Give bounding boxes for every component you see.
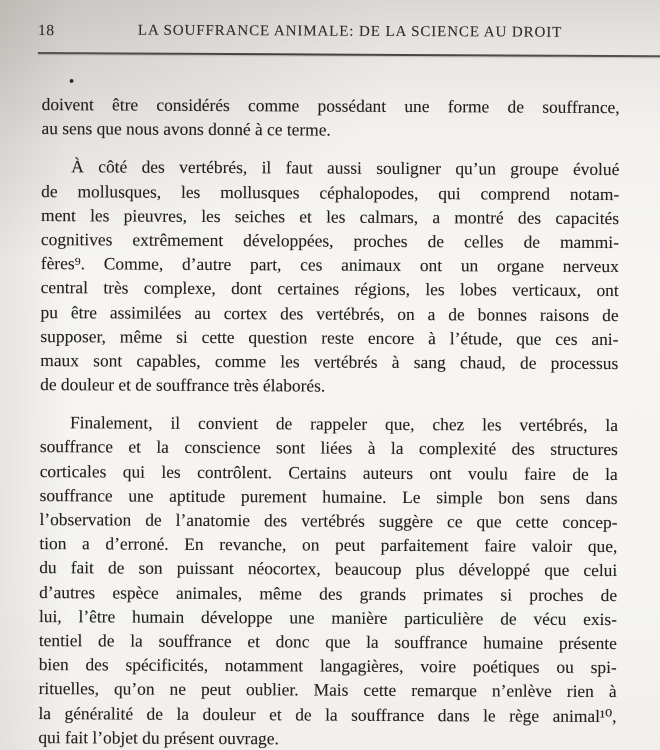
text-line: souffrance et la conscience sont liées à la complexité des structures (39, 436, 618, 460)
text-line: souffrance une aptitude purement humaine. Le simple bon sens dans (39, 484, 618, 508)
text-line: doivent être considérés comme possédant une forme de souffrance, (41, 94, 620, 118)
text-line: rituelles, qu’on ne peut oublier. Mais cette remarque n’enlève rien à (38, 678, 617, 702)
text-line: d’autres espèce animales, même des grands primates si proches de (39, 581, 618, 605)
page-number: 18 (38, 22, 55, 40)
text-line: fères⁹. Comme, d’autre part, ces animaux ont un organe nerveux (40, 253, 619, 277)
text-line: l’observation de l’anatomie des vertébrés suggère ce que cette concep- (39, 509, 618, 533)
text-line: bien des spécificités, notamment langagières, voire poétiques ou spi- (38, 654, 617, 678)
running-title: LA SOUFFRANCE ANIMALE: DE LA SCIENCE AU DROIT (137, 22, 563, 41)
paragraph (41, 92, 619, 143)
body-text (38, 92, 619, 750)
header-rule (38, 52, 660, 57)
text-line: À côté des vertébrés, il faut aussi souligner qu’un groupe évolué (71, 156, 620, 180)
text-line: pu être assimilées au cortex des vertébrés, on a de bonnes raisons de (40, 301, 619, 325)
text-line: lui, l’être humain développe une manière particulière de vécu exis- (38, 605, 618, 629)
text-line: corticales qui les contrôlent. Certains auteurs ont voulu faire de la (39, 460, 618, 484)
text-line: de mollusques, les mollusques céphalopodes, qui comprend notam- (41, 180, 620, 204)
text-line: qui fait l’objet du présent ouvrage. (38, 726, 279, 748)
running-header (0, 22, 660, 47)
text-line: ment les pieuvres, les seiches et les calmars, a montré des capacités (41, 204, 620, 228)
paragraph (40, 154, 619, 399)
text-line: Finalement, il convient de rappeler que, chez les vertébrés, la (69, 412, 619, 436)
text-line: tion a d’erroné. En revanche, on peut parfaitement faire valoir que, (39, 533, 618, 557)
text-line: supposer, même si cette question reste encore à l’étude, que ces ani- (40, 325, 619, 349)
text-line: du fait de son puissant néocortex, beaucoup plus développé que celui (39, 557, 618, 581)
text-line: la généralité de la douleur et de la souffrance dans le rège animal¹⁰, (38, 702, 617, 726)
text-line: cognitives extrêmement développées, proches de celles de mammi- (40, 228, 620, 253)
stray-ink-dot: • (68, 73, 75, 91)
text-line: au sens que nous avons donné à ce terme. (41, 118, 331, 140)
paragraph (38, 410, 618, 750)
text-line: central très complexe, dont certaines régions, les lobes verticaux, ont (40, 277, 619, 301)
text-line: de douleur et de souffrance très élaborés. (40, 374, 326, 396)
text-line: maux sont capables, comme les vertébrés à sang chaud, de processus (40, 349, 619, 373)
text-line: tentiel de la souffrance et donc que la souffrance humaine présente (38, 629, 617, 654)
